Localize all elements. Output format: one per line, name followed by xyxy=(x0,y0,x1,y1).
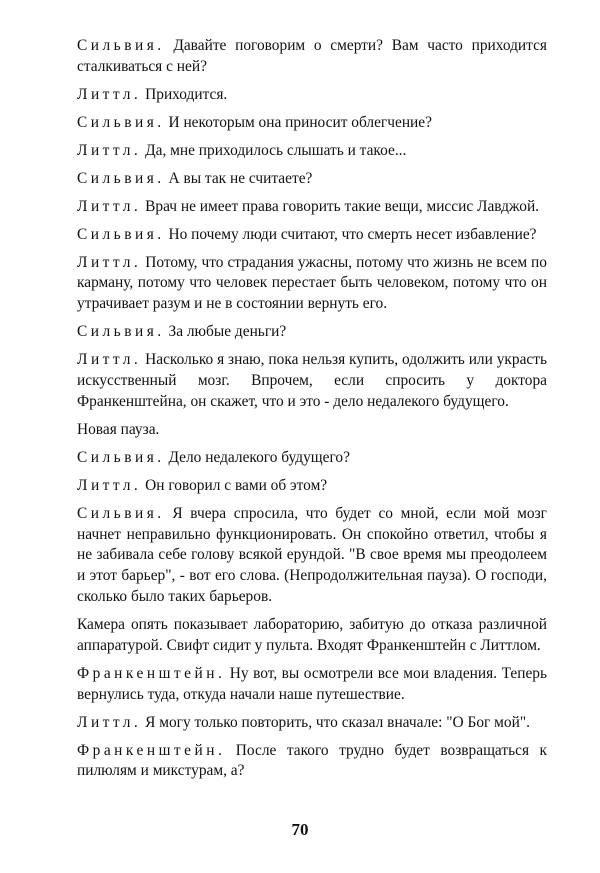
line-text: Ну вот, вы осмотрели все мои владения. Теперь вернулись туда, откуда начали наше путешествие. xyxy=(77,664,547,703)
speaker-name: Литтл. xyxy=(77,197,142,215)
line-text: Врач не имеет права говорить такие вещи, миссис Лавджой. xyxy=(141,197,540,215)
line-text: Но почему люди считают, что смерть несет избавление? xyxy=(164,225,537,243)
line-text: И некоторым она приносит облегчение? xyxy=(164,113,432,131)
paragraph xyxy=(77,169,547,190)
speaker-name: Сильвия. xyxy=(77,37,165,54)
line-text: Камера опять показывает лабораторию, забитую до отказа различной аппаратурой. Свифт сидит у пульта. Входят Франкенштейн с Литтлом. xyxy=(77,615,547,654)
line-text: А вы так не считаете? xyxy=(164,169,313,187)
speaker-name: Литтл. xyxy=(77,85,142,103)
paragraph xyxy=(77,448,547,469)
paragraph xyxy=(77,225,547,246)
speaker-name: Сильвия. xyxy=(77,323,165,341)
line-text: Я вчера спросила, что будет со мной, если мой мозг начнет неправильно функционировать. Он спокойно ответил, чтобы я не забивала себе голову всякой ерундой. "В свое время мы преодолеем и этот барьер", - вот его слова. (Непродолжительная пауза). О господи, сколько было таких барьеров. xyxy=(77,504,547,605)
line-text: Новая пауза. xyxy=(77,420,160,438)
paragraph xyxy=(77,113,547,134)
paragraph xyxy=(77,476,547,497)
paragraph xyxy=(77,741,547,783)
speaker-name: Литтл. xyxy=(77,141,142,159)
speaker-name: Литтл. xyxy=(77,476,142,494)
script-text xyxy=(77,36,547,789)
line-text: Он говорил с вами об этом? xyxy=(141,476,328,494)
speaker-name: Сильвия. xyxy=(77,169,165,187)
paragraph xyxy=(77,350,547,412)
speaker-name: Франкенштейн. xyxy=(77,664,226,682)
line-text: Я могу только повторить, что сказал вначале: "О Бог мой". xyxy=(141,713,530,731)
paragraph xyxy=(77,713,547,734)
paragraph xyxy=(77,197,547,218)
line-text: Да, мне приходилось слышать и такое... xyxy=(141,141,407,159)
page-number: 70 xyxy=(291,820,309,839)
stage-direction xyxy=(77,420,547,441)
line-text: Потому, что страдания ужасны, потому что жизнь не всем по карману, потому что человек перестает быть человеком, потому что он утрачивает разум и не в состоянии вернуть его. xyxy=(77,253,547,313)
line-text: После такого трудно будет возвращаться к пилюлям и микстурам, а? xyxy=(77,741,547,780)
line-text: Давайте поговорим о смерти? Вам часто приходится сталкиваться с ней? xyxy=(77,37,547,75)
paragraph xyxy=(77,141,547,162)
speaker-name: Литтл. xyxy=(77,253,142,271)
speaker-name: Сильвия. xyxy=(77,504,165,522)
speaker-name: Литтл. xyxy=(77,713,142,731)
line-text: Насколько я знаю, пока нельзя купить, одолжить или украсть искусственный мозг. Впрочем, если спросить у доктора Франкенштейна, он скажет, что и это - дело недалекого будущего. xyxy=(77,351,547,410)
paragraph xyxy=(77,664,547,706)
paragraph xyxy=(77,85,547,106)
stage-direction xyxy=(77,615,547,657)
speaker-name: Сильвия. xyxy=(77,113,165,131)
line-text: Приходится. xyxy=(141,85,228,103)
speaker-name: Франкенштейн. xyxy=(77,741,226,759)
paragraph xyxy=(77,36,547,78)
line-text: За любые деньги? xyxy=(164,323,287,341)
paragraph xyxy=(77,322,547,343)
paragraph xyxy=(77,504,547,608)
paragraph xyxy=(77,253,547,315)
line-text: Дело недалекого будущего? xyxy=(164,448,350,466)
speaker-name: Литтл. xyxy=(77,351,142,369)
speaker-name: Сильвия. xyxy=(77,448,165,466)
speaker-name: Сильвия. xyxy=(77,225,165,243)
